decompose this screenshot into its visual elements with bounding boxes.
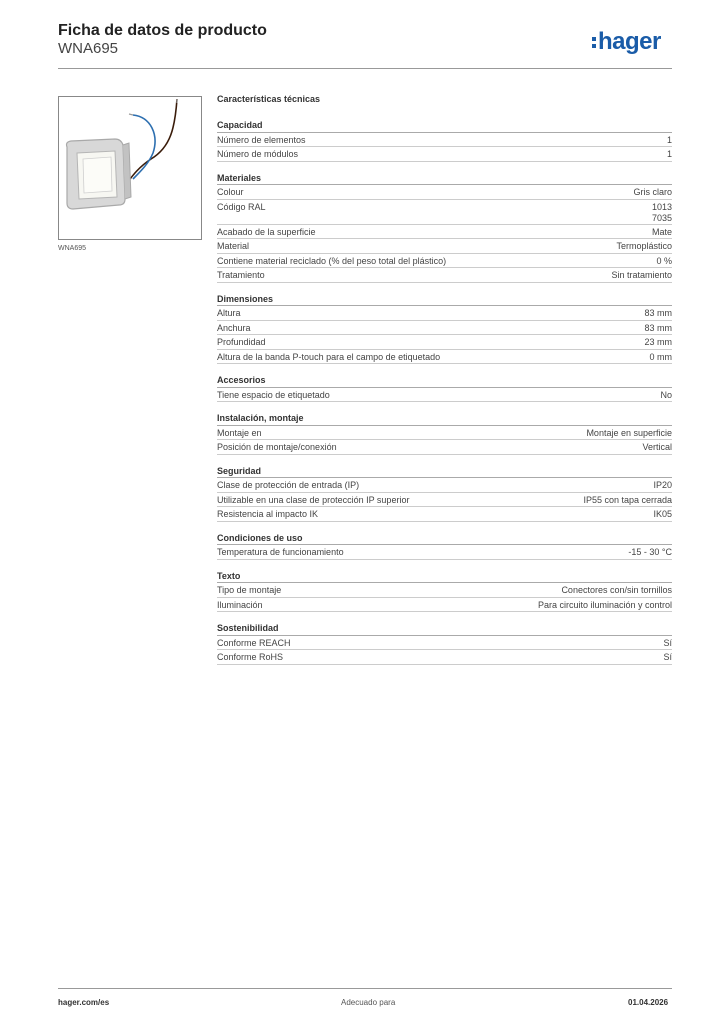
- section-title: Sostenibilidad: [217, 621, 672, 636]
- spec-value: Termoplástico: [616, 241, 672, 251]
- spec-value: 83 mm: [644, 308, 672, 318]
- spec-row: [217, 388, 672, 403]
- image-caption: WNA695: [58, 245, 87, 252]
- spec-label: Conforme RoHS: [217, 652, 284, 662]
- spec-row: [217, 507, 672, 522]
- spec-row: [217, 426, 672, 441]
- spec-row: [217, 650, 672, 665]
- section-title: Capacidad: [217, 118, 672, 133]
- spec-label: Montaje en: [217, 427, 262, 438]
- spec-value: IK05: [653, 509, 672, 519]
- spec-value: No: [660, 389, 672, 400]
- spec-label: Tipo de montaje: [217, 585, 282, 595]
- spec-section: [217, 373, 672, 402]
- product-frame-illustration: [59, 97, 202, 240]
- spec-label: Tiene espacio de etiquetado: [217, 389, 330, 400]
- section-title: Instalación, montaje: [217, 411, 672, 426]
- spec-label: Número de elementos: [217, 134, 306, 145]
- spec-row: [217, 350, 672, 365]
- footer-center-text: Adecuado para: [341, 998, 396, 1007]
- spec-row: [217, 133, 672, 148]
- spec-value: Sin tratamiento: [611, 270, 672, 280]
- spec-label: Tratamiento: [217, 270, 265, 280]
- spec-row: [217, 239, 672, 254]
- header-divider: [58, 68, 672, 69]
- spec-label: Altura: [217, 308, 241, 318]
- footer-date: 01.04.2026: [628, 998, 669, 1007]
- spec-value: Mate: [651, 226, 672, 237]
- spec-row: [217, 268, 672, 283]
- spec-value: Montaje en superficie: [586, 427, 672, 438]
- spec-row: [217, 545, 672, 560]
- spec-label: Iluminación: [217, 599, 263, 610]
- page-title: Ficha de datos de producto: [58, 22, 267, 39]
- logo-dots-icon: [592, 34, 596, 51]
- spec-section: [217, 621, 672, 665]
- spec-label: Profundidad: [217, 337, 266, 347]
- spec-label: Utilizable en una clase de protección IP superior: [217, 494, 410, 505]
- spec-label: Colour: [217, 187, 244, 197]
- spec-label: Material: [217, 241, 250, 251]
- spec-row: [217, 598, 672, 613]
- spec-row: [217, 225, 672, 240]
- spec-value: 83 mm: [644, 322, 672, 333]
- section-title: Texto: [217, 569, 672, 584]
- product-code: WNA695: [58, 40, 119, 57]
- spec-value: -15 - 30 °C: [628, 547, 672, 557]
- spec-value: IP55 con tapa cerrada: [583, 494, 672, 505]
- spec-row: [217, 583, 672, 598]
- spec-section: [217, 118, 672, 162]
- spec-label: Posición de montaje/conexión: [217, 442, 337, 452]
- spec-row: [217, 478, 672, 493]
- spec-label: Acabado de la superficie: [217, 226, 316, 237]
- spec-value: Gris claro: [633, 187, 672, 197]
- spec-section: [217, 292, 672, 365]
- spec-row: [217, 185, 672, 200]
- spec-row: [217, 200, 672, 225]
- spec-section: [217, 411, 672, 455]
- spec-label: Altura de la banda P-touch para el campo de etiquetado: [217, 351, 441, 362]
- section-title: Condiciones de uso: [217, 531, 672, 546]
- spec-value: Sí: [663, 652, 672, 662]
- spec-value: Sí: [663, 637, 672, 648]
- section-title: Dimensiones: [217, 292, 672, 307]
- section-title: Materiales: [217, 171, 672, 186]
- spec-row: [217, 636, 672, 651]
- logo-text: hager: [598, 28, 661, 55]
- spec-row: [217, 306, 672, 321]
- spec-label: Clase de protección de entrada (IP): [217, 480, 360, 490]
- spec-value: 1013 7035: [651, 201, 672, 223]
- spec-section: [217, 171, 672, 283]
- spec-value: Conectores con/sin tornillos: [561, 585, 672, 595]
- spec-value: 0 %: [656, 255, 672, 266]
- spec-row: [217, 440, 672, 455]
- spec-label: Conforme REACH: [217, 637, 291, 648]
- hager-logo: [592, 28, 661, 56]
- spec-label: Número de módulos: [217, 149, 299, 159]
- spec-value: 0 mm: [649, 351, 672, 362]
- footer-divider: [58, 988, 672, 989]
- section-title: Accesorios: [217, 373, 672, 388]
- technical-specs: [217, 94, 672, 674]
- spec-row: [217, 493, 672, 508]
- spec-value: 1: [666, 149, 672, 159]
- specs-heading: Características técnicas: [217, 94, 321, 104]
- spec-section: [217, 531, 672, 560]
- spec-row: [217, 147, 672, 162]
- spec-label: Contiene material reciclado (% del peso total del plástico): [217, 255, 447, 266]
- spec-label: Temperatura de funcionamiento: [217, 547, 344, 557]
- product-image: [58, 96, 202, 240]
- footer-website[interactable]: hager.com/es: [58, 998, 110, 1007]
- spec-sections: [217, 118, 672, 665]
- spec-value: 23 mm: [644, 337, 672, 347]
- spec-value: Para circuito iluminación y control: [537, 599, 672, 610]
- section-title: Seguridad: [217, 464, 672, 479]
- spec-value: IP20: [653, 480, 672, 490]
- spec-label: Código RAL: [217, 201, 266, 212]
- spec-section: [217, 569, 672, 613]
- spec-label: Anchura: [217, 322, 251, 333]
- spec-row: [217, 254, 672, 269]
- spec-value: 1: [666, 134, 672, 145]
- spec-label: Resistencia al impacto IK: [217, 509, 319, 519]
- spec-row: [217, 321, 672, 336]
- spec-section: [217, 464, 672, 522]
- spec-row: [217, 335, 672, 350]
- spec-value: Vertical: [642, 442, 672, 452]
